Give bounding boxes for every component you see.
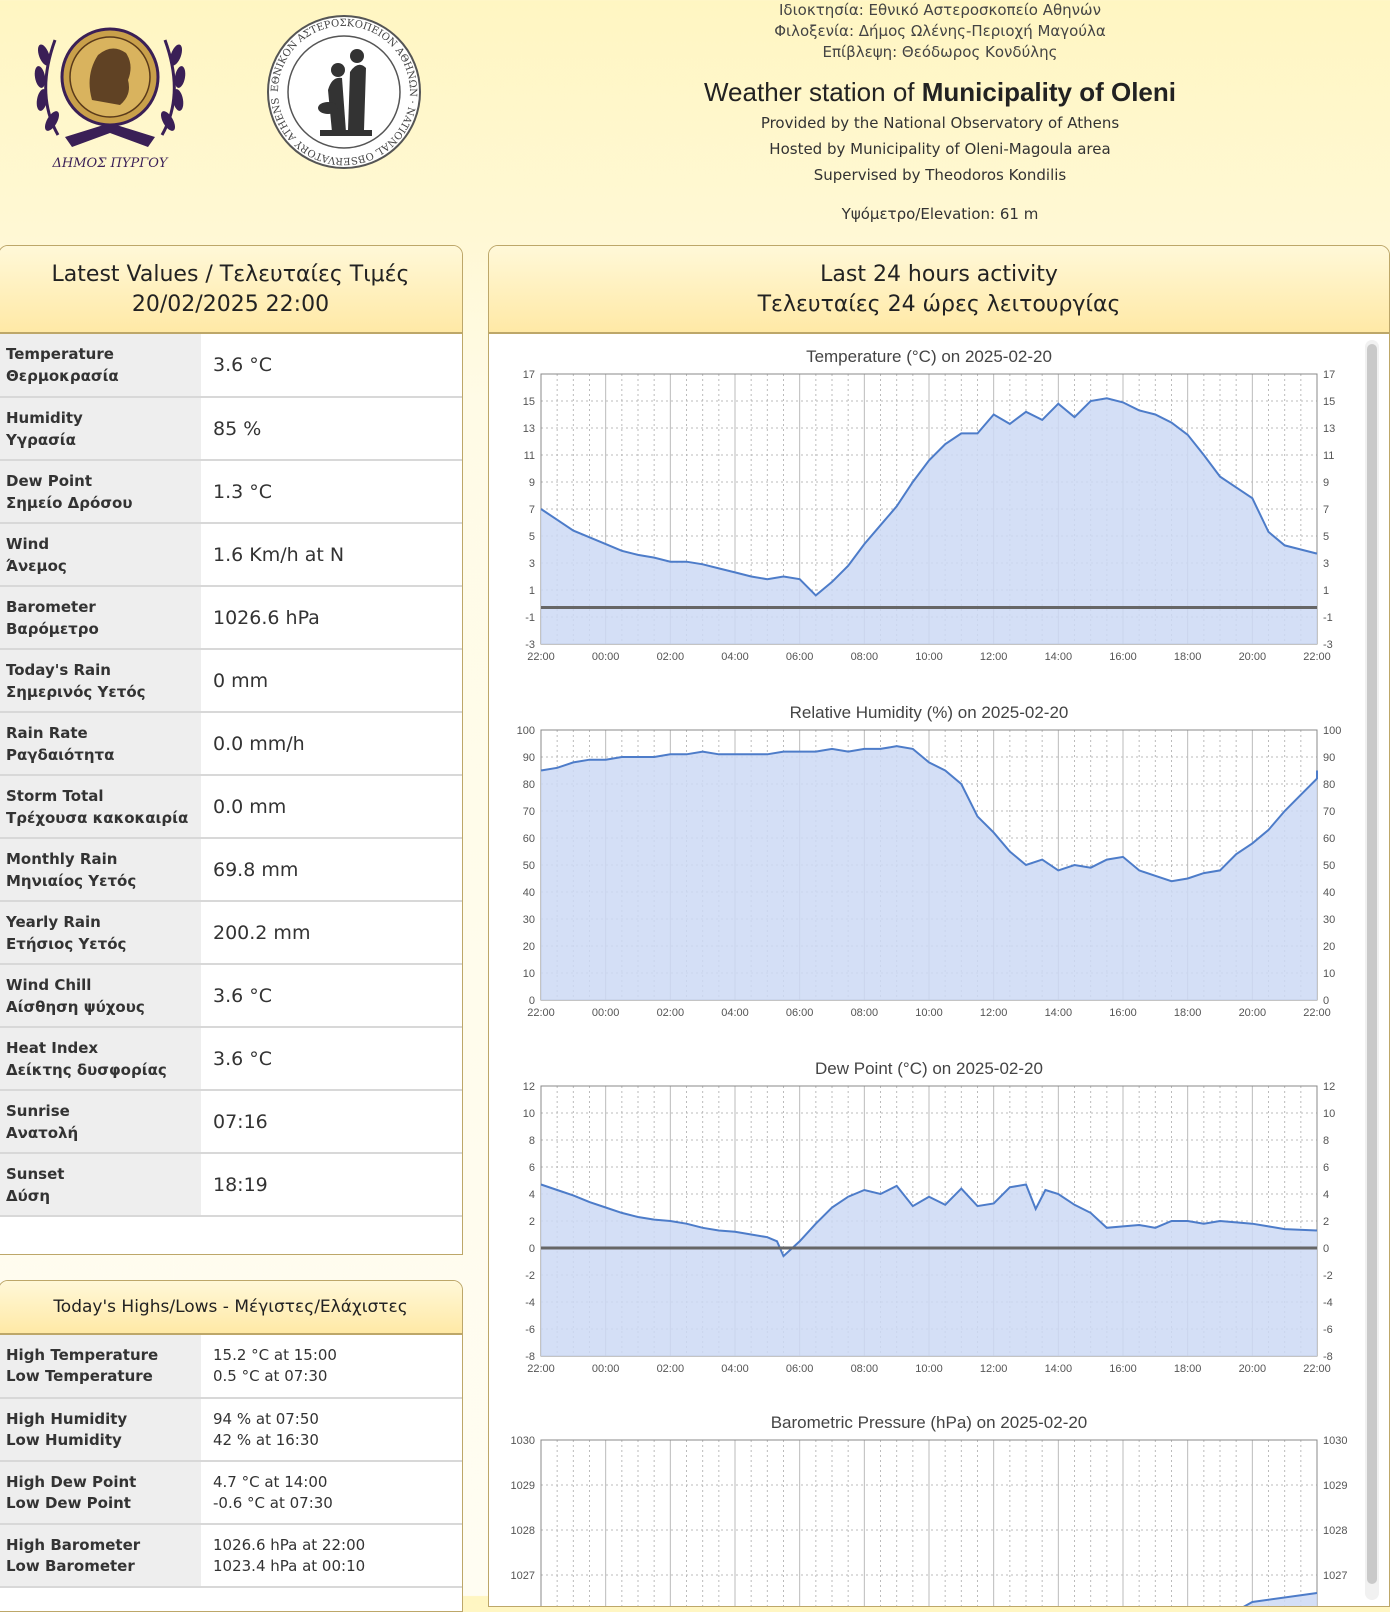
high-value: 1026.6 hPa at 22:00 xyxy=(213,1535,366,1554)
x-tick-label: 08:00 xyxy=(850,1363,879,1375)
y-tick-label: 5 xyxy=(528,531,535,543)
activity-scrollbar[interactable] xyxy=(1365,340,1379,1600)
y-tick-label-right: 1028 xyxy=(1323,1525,1348,1537)
x-tick-label: 20:00 xyxy=(1238,651,1267,663)
low-value: 1023.4 hPa at 00:10 xyxy=(213,1556,366,1575)
latest-values-header xyxy=(0,246,462,334)
low-label: Low Temperature xyxy=(6,1367,153,1385)
municipality-logo xyxy=(30,5,190,175)
y-tick-label: 7 xyxy=(528,504,535,516)
provider-line: Provided by the National Observatory of Athens xyxy=(760,114,1120,132)
y-tick-label-right: 20 xyxy=(1323,941,1336,953)
latest-value: 3.6 °C xyxy=(201,1027,462,1090)
high-label: High Barometer xyxy=(6,1535,141,1554)
y-tick-label: 17 xyxy=(522,369,535,381)
y-tick-label: 3 xyxy=(528,558,535,570)
x-tick-label: 14:00 xyxy=(1044,651,1073,663)
activity-panel xyxy=(488,245,1390,1607)
x-tick-label: 02:00 xyxy=(656,1007,685,1019)
title-prefix: Weather station of xyxy=(703,77,915,107)
label-gr: Θερμοκρασία xyxy=(6,367,119,385)
x-tick-label: 04:00 xyxy=(721,651,749,663)
series-area xyxy=(784,1593,1318,1607)
label-gr: Βαρόμετρο xyxy=(6,619,99,638)
y-tick-label-right: 0 xyxy=(1323,995,1330,1007)
municipality-logo-text: ΔΗΜΟΣ ΠΥΡΓΟΥ xyxy=(52,156,168,171)
y-tick-label: 12 xyxy=(522,1081,535,1093)
latest-row xyxy=(0,460,462,523)
page-header xyxy=(0,0,1390,240)
x-tick-label: 08:00 xyxy=(850,1007,879,1019)
highs-lows-panel xyxy=(0,1280,463,1612)
x-tick-label: 20:00 xyxy=(1238,1007,1267,1019)
label-en: Storm Total xyxy=(6,786,104,805)
y-tick-label: 30 xyxy=(522,914,535,926)
y-tick-label-right: 13 xyxy=(1323,423,1336,435)
y-tick-label-right: 17 xyxy=(1323,369,1336,381)
series-line xyxy=(784,1593,1318,1607)
highs-lows-header: Today's Highs/Lows - Μέγιστες/Ελάχιστες xyxy=(0,1281,462,1335)
observatory-seal-icon xyxy=(262,12,426,172)
y-tick-label-right: 60 xyxy=(1323,833,1336,845)
label-en: Barometer xyxy=(6,597,96,616)
latest-value: 69.8 mm xyxy=(201,838,462,901)
y-tick-label: -4 xyxy=(525,1297,535,1309)
latest-values-title: Latest Values / Τελευταίες Τιμές xyxy=(51,262,410,287)
label-en: Wind Chill xyxy=(6,975,92,994)
high-value: 4.7 °C at 14:00 xyxy=(213,1472,328,1491)
x-tick-label: 18:00 xyxy=(1173,651,1202,663)
low-value: 0.5 °C at 07:30 xyxy=(213,1367,328,1385)
y-tick-label-right: 5 xyxy=(1323,531,1330,543)
latest-row xyxy=(0,838,462,901)
y-tick-label-right: -8 xyxy=(1323,1351,1333,1363)
highs-lows-table xyxy=(0,1335,462,1588)
y-tick-label-right: -3 xyxy=(1323,639,1333,651)
latest-label xyxy=(0,460,201,523)
y-tick-label: 4 xyxy=(528,1189,535,1201)
y-tick-label: 0 xyxy=(528,1243,535,1255)
y-tick-label: -1 xyxy=(525,612,535,624)
x-tick-label: 16:00 xyxy=(1109,1363,1137,1375)
latest-value: 07:16 xyxy=(201,1090,462,1153)
label-en: Dew Point xyxy=(6,471,92,490)
highs-lows-value xyxy=(201,1398,462,1461)
latest-row xyxy=(0,649,462,712)
y-tick-label: 80 xyxy=(522,779,535,791)
chart-title: Dew Point (°C) on 2025-02-20 xyxy=(815,1059,1043,1078)
label-en: Sunset xyxy=(6,1164,65,1183)
y-tick-label-right: 15 xyxy=(1323,396,1336,408)
latest-value: 0.0 mm/h xyxy=(201,712,462,775)
highs-lows-row xyxy=(0,1398,462,1461)
label-en: Sunrise xyxy=(6,1101,70,1120)
y-tick-label-right: 0 xyxy=(1323,1243,1330,1255)
highs-lows-row xyxy=(0,1461,462,1524)
latest-value: 85 % xyxy=(201,397,462,460)
series-area xyxy=(541,746,1317,1000)
greek-supervisor-line: Επίβλεψη: Θεόδωρος Κονδύλης xyxy=(822,43,1058,61)
x-tick-label: 22:00 xyxy=(527,651,555,663)
y-tick-label-right: 2 xyxy=(1323,1216,1330,1228)
y-tick-label: 9 xyxy=(528,477,535,489)
page-title xyxy=(670,77,1210,108)
observatory-seal-text: ΕΘΝΙΚΟΝ ΑΣΤΕΡΟΣΚΟΠΕΙΟΝ ΑΘΗΝΩΝ · NATIONAL OBSERVATORY ATHENS xyxy=(269,17,419,167)
x-tick-label: 18:00 xyxy=(1173,1007,1202,1019)
activity-title-en: Last 24 hours activity xyxy=(820,262,1058,287)
latest-label xyxy=(0,775,201,838)
x-tick-label: 10:00 xyxy=(915,1363,943,1375)
label-en: Rain Rate xyxy=(6,723,88,742)
label-en: Today's Rain xyxy=(6,660,111,679)
latest-row xyxy=(0,712,462,775)
x-tick-label: 06:00 xyxy=(785,1007,814,1019)
y-tick-label: 1028 xyxy=(510,1525,535,1537)
y-tick-label: 40 xyxy=(522,887,535,899)
label-gr: Δύση xyxy=(6,1186,51,1205)
supervisor-line: Supervised by Theodoros Kondilis xyxy=(813,166,1067,184)
x-tick-label: 22:00 xyxy=(527,1363,555,1375)
highs-lows-label xyxy=(0,1524,201,1587)
y-tick-label-right: 10 xyxy=(1323,968,1336,980)
high-label: High Dew Point xyxy=(6,1472,137,1491)
latest-label xyxy=(0,1153,201,1216)
activity-charts xyxy=(489,334,1359,1607)
label-gr: Ανατολή xyxy=(6,1123,79,1142)
y-tick-label: 60 xyxy=(522,833,535,845)
latest-row xyxy=(0,901,462,964)
label-gr: Ετήσιος Υετός xyxy=(6,934,127,953)
series-area xyxy=(541,1185,1317,1357)
latest-label xyxy=(0,586,201,649)
label-en: Heat Index xyxy=(6,1038,99,1057)
low-label: Low Dew Point xyxy=(6,1493,131,1512)
y-tick-label-right: -1 xyxy=(1323,612,1333,624)
label-gr: Μηνιαίος Υετός xyxy=(6,871,137,890)
label-en: Temperature xyxy=(6,345,114,363)
latest-value: 1.3 °C xyxy=(201,460,462,523)
latest-row xyxy=(0,1153,462,1216)
highs-lows-value xyxy=(201,1335,462,1398)
latest-row xyxy=(0,586,462,649)
y-tick-label: 90 xyxy=(522,752,535,764)
latest-row xyxy=(0,775,462,838)
latest-value: 18:19 xyxy=(201,1153,462,1216)
label-gr: Ραγδαιότητα xyxy=(6,745,115,764)
x-tick-label: 20:00 xyxy=(1238,1363,1267,1375)
y-tick-label-right: 30 xyxy=(1323,914,1336,926)
y-tick-label: 13 xyxy=(522,423,535,435)
latest-value: 3.6 °C xyxy=(201,964,462,1027)
latest-label xyxy=(0,334,201,397)
y-tick-label-right: 6 xyxy=(1323,1162,1330,1174)
latest-row xyxy=(0,1090,462,1153)
y-tick-label-right: -6 xyxy=(1323,1324,1333,1336)
label-gr: Υγρασία xyxy=(6,430,76,449)
y-tick-label: 11 xyxy=(523,450,535,462)
y-tick-label-right: 9 xyxy=(1323,477,1330,489)
y-tick-label-right: 1027 xyxy=(1323,1570,1348,1582)
label-en: Yearly Rain xyxy=(6,912,101,931)
y-tick-label-right: -4 xyxy=(1323,1297,1333,1309)
highs-lows-label xyxy=(0,1398,201,1461)
y-tick-label: 15 xyxy=(522,396,535,408)
y-tick-label: 1027 xyxy=(510,1570,535,1582)
y-tick-label: 10 xyxy=(522,968,535,980)
latest-value: 1026.6 hPa xyxy=(201,586,462,649)
observatory-seal xyxy=(262,12,426,172)
x-tick-label: 06:00 xyxy=(785,651,814,663)
x-tick-label: 12:00 xyxy=(979,651,1008,663)
y-tick-label-right: 100 xyxy=(1323,725,1342,737)
chart-title: Temperature (°C) on 2025-02-20 xyxy=(806,347,1052,366)
latest-value: 1.6 Km/h at N xyxy=(201,523,462,586)
low-value: 42 % at 16:30 xyxy=(213,1430,319,1449)
latest-row xyxy=(0,1027,462,1090)
label-gr: Τρέχουσα κακοκαιρία xyxy=(6,808,189,827)
y-tick-label: 100 xyxy=(516,725,535,737)
y-tick-label-right: 11 xyxy=(1323,450,1335,462)
activity-header xyxy=(489,246,1389,334)
y-tick-label: 70 xyxy=(522,806,535,818)
y-tick-label-right: 70 xyxy=(1323,806,1336,818)
latest-label xyxy=(0,1090,201,1153)
latest-label xyxy=(0,964,201,1027)
label-en: Monthly Rain xyxy=(6,849,118,868)
y-tick-label: 1030 xyxy=(510,1435,535,1447)
y-tick-label-right: 12 xyxy=(1323,1081,1336,1093)
latest-label xyxy=(0,901,201,964)
latest-label xyxy=(0,1027,201,1090)
latest-value: 3.6 °C xyxy=(201,334,462,397)
x-tick-label: 16:00 xyxy=(1109,651,1137,663)
x-tick-label: 14:00 xyxy=(1044,1007,1073,1019)
y-tick-label-right: 1029 xyxy=(1323,1480,1348,1492)
x-tick-label: 00:00 xyxy=(591,1363,620,1375)
highs-lows-row xyxy=(0,1335,462,1398)
highs-lows-label xyxy=(0,1335,201,1398)
x-tick-label: 10:00 xyxy=(915,1007,943,1019)
label-gr: Δείκτης δυσφορίας xyxy=(6,1060,167,1079)
y-tick-label: 0 xyxy=(528,995,535,1007)
y-tick-label-right: 10 xyxy=(1323,1108,1336,1120)
x-tick-label: 22:00 xyxy=(1303,1363,1331,1375)
highs-lows-row xyxy=(0,1524,462,1587)
activity-title-gr: Τελευταίες 24 ώρες λειτουργίας xyxy=(757,292,1121,317)
high-label: High Temperature xyxy=(6,1346,159,1364)
latest-row xyxy=(0,523,462,586)
y-tick-label: 1029 xyxy=(510,1480,535,1492)
x-tick-label: 04:00 xyxy=(721,1007,749,1019)
x-tick-label: 04:00 xyxy=(721,1363,749,1375)
title-bold: Municipality of Oleni xyxy=(921,77,1176,107)
label-en: Wind xyxy=(6,534,50,553)
high-label: High Humidity xyxy=(6,1409,128,1428)
greek-host-line: Φιλοξενία: Δήμος Ωλένης-Περιοχή Μαγούλα xyxy=(774,22,1106,40)
chart-title: Barometric Pressure (hPa) on 2025-02-20 xyxy=(770,1413,1088,1432)
y-tick-label: -3 xyxy=(525,639,535,651)
x-tick-label: 18:00 xyxy=(1173,1363,1202,1375)
x-tick-label: 08:00 xyxy=(850,651,879,663)
highs-lows-label xyxy=(0,1461,201,1524)
latest-label xyxy=(0,523,201,586)
y-tick-label: 10 xyxy=(522,1108,535,1120)
scrollbar-thumb[interactable] xyxy=(1367,344,1377,1584)
y-tick-label: 6 xyxy=(528,1162,535,1174)
label-gr: Σημείο Δρόσου xyxy=(6,493,133,512)
x-tick-label: 06:00 xyxy=(785,1363,814,1375)
low-label: Low Humidity xyxy=(6,1430,122,1449)
y-tick-label: -8 xyxy=(525,1351,535,1363)
x-tick-label: 10:00 xyxy=(915,651,943,663)
y-tick-label: -6 xyxy=(525,1324,535,1336)
x-tick-label: 22:00 xyxy=(527,1007,555,1019)
y-tick-label-right: -2 xyxy=(1323,1270,1333,1282)
label-gr: Αίσθηση ψύχους xyxy=(6,997,145,1016)
latest-value: 0.0 mm xyxy=(201,775,462,838)
y-tick-label: 8 xyxy=(528,1135,535,1147)
latest-value: 0 mm xyxy=(201,649,462,712)
greek-owner-line: Ιδιοκτησία: Εθνικό Αστεροσκοπείο Αθηνών xyxy=(779,1,1101,19)
chart-title: Relative Humidity (%) on 2025-02-20 xyxy=(789,703,1069,722)
x-tick-label: 12:00 xyxy=(979,1363,1008,1375)
low-value: -0.6 °C at 07:30 xyxy=(213,1493,333,1512)
y-tick-label-right: 4 xyxy=(1323,1189,1330,1201)
y-tick-label-right: 1030 xyxy=(1323,1435,1348,1447)
low-label: Low Barometer xyxy=(6,1556,135,1575)
latest-value: 200.2 mm xyxy=(201,901,462,964)
latest-label xyxy=(0,397,201,460)
high-value: 94 % at 07:50 xyxy=(213,1409,319,1428)
station-info xyxy=(670,0,1210,223)
x-tick-label: 22:00 xyxy=(1303,651,1331,663)
label-gr: Άνεμος xyxy=(6,556,67,575)
y-tick-label: -2 xyxy=(525,1270,535,1282)
high-value: 15.2 °C at 15:00 xyxy=(213,1346,337,1364)
latest-row xyxy=(0,334,462,397)
latest-label xyxy=(0,712,201,775)
x-tick-label: 02:00 xyxy=(656,651,685,663)
elevation: Υψόμετρο/Elevation: 61 m xyxy=(841,205,1039,223)
latest-label xyxy=(0,838,201,901)
latest-values-table xyxy=(0,334,462,1217)
latest-values-panel xyxy=(0,245,463,1255)
y-tick-label-right: 90 xyxy=(1323,752,1336,764)
latest-label xyxy=(0,649,201,712)
highs-lows-value xyxy=(201,1461,462,1524)
x-tick-label: 12:00 xyxy=(979,1007,1008,1019)
label-en: Humidity xyxy=(6,408,83,427)
highs-lows-value xyxy=(201,1524,462,1587)
y-tick-label: 1 xyxy=(528,585,535,597)
y-tick-label-right: 1 xyxy=(1323,585,1330,597)
y-tick-label-right: 80 xyxy=(1323,779,1336,791)
y-tick-label: 50 xyxy=(522,860,535,872)
latest-row xyxy=(0,964,462,1027)
y-tick-label-right: 7 xyxy=(1323,504,1330,516)
x-tick-label: 22:00 xyxy=(1303,1007,1331,1019)
y-tick-label-right: 3 xyxy=(1323,558,1330,570)
latest-row xyxy=(0,397,462,460)
x-tick-label: 16:00 xyxy=(1109,1007,1137,1019)
x-tick-label: 00:00 xyxy=(591,651,620,663)
y-tick-label-right: 40 xyxy=(1323,887,1336,899)
y-tick-label: 20 xyxy=(522,941,535,953)
x-tick-label: 14:00 xyxy=(1044,1363,1073,1375)
x-tick-label: 02:00 xyxy=(656,1363,685,1375)
laurel-wreath-icon xyxy=(30,5,190,175)
x-tick-label: 00:00 xyxy=(591,1007,620,1019)
y-tick-label: 2 xyxy=(528,1216,535,1228)
host-line: Hosted by Municipality of Oleni-Magoula area xyxy=(769,140,1111,158)
latest-values-datetime: 20/02/2025 22:00 xyxy=(131,292,330,317)
label-gr: Σημερινός Υετός xyxy=(6,682,146,701)
y-tick-label-right: 50 xyxy=(1323,860,1336,872)
y-tick-label-right: 8 xyxy=(1323,1135,1330,1147)
